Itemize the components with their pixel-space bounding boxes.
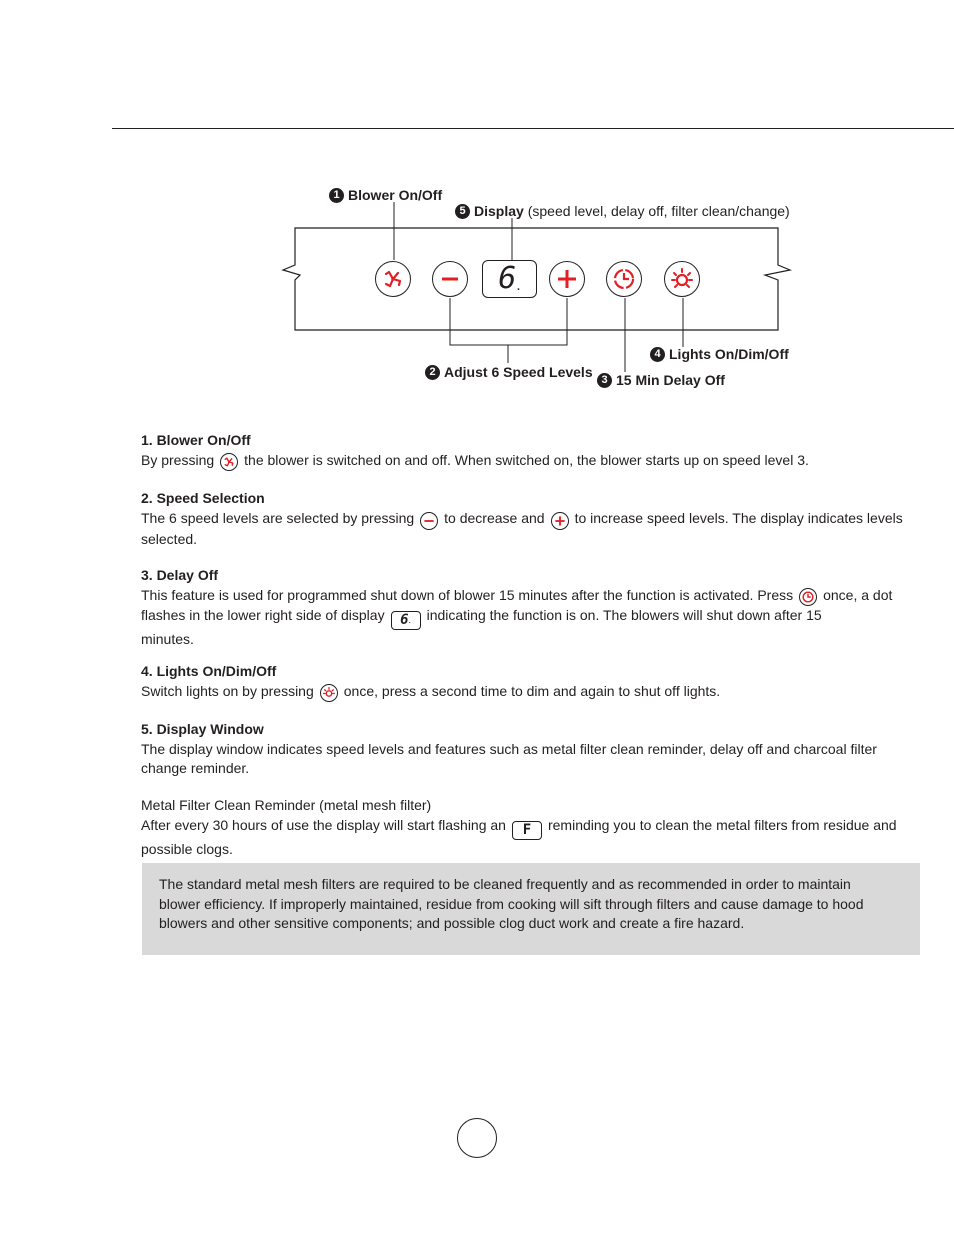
page-number-circle [457,1118,497,1158]
callout-label: 15 Min Delay Off [616,372,725,388]
light-icon [669,266,695,292]
text-after: indicating the function is on. The blowers will shut down after 15 [426,606,822,623]
clock-icon [611,266,637,292]
section-text [141,451,921,471]
callout-number: 5 [455,204,470,219]
section-text [141,509,921,550]
callout-number: 1 [329,188,344,203]
callout-blower [329,187,442,203]
text-after: the blower is switched on and off. When switched on, the blower starts up on speed level 3. [244,451,809,468]
text-before: By pressing [141,451,215,468]
note-text: The standard metal mesh filters are required to be cleaned frequently and as recommended in order to maintain blower efficiency. If improperly maintained, residue from cooking will sift through filters and cause damage to hood blowers and other sensitive components; and possible clog duct work and create a fire hazard. [159,876,864,931]
section-title: 2. Speed Selection [141,490,265,506]
control-panel-diagram [270,180,810,400]
section-delay [141,566,921,649]
text-middle: to decrease and [444,509,545,526]
callout-lights [650,346,789,362]
display-dot-icon [391,611,421,630]
section-title: 4. Lights On/Dim/Off [141,663,277,679]
speed-decrease-button[interactable] [432,261,468,297]
section-text [141,682,921,702]
minus-icon [420,512,438,530]
section-display [141,720,921,779]
warning-note [142,863,920,955]
plus-icon [551,512,569,530]
section-title: 3. Delay Off [141,567,219,583]
section-title: 5. Display Window [141,721,264,737]
blower-button[interactable] [375,261,411,297]
fan-icon [380,266,406,292]
callout-number: 2 [425,365,440,380]
callout-number: 4 [650,347,665,362]
section-blower [141,431,921,471]
text-middle: once, a dot flashes in the lower right side of display [141,586,893,623]
section-title: 1. Blower On/Off [141,432,251,448]
text-before: The 6 speed levels are selected by pressing [141,509,415,526]
callout-number: 3 [597,373,612,388]
callout-label: Display [474,203,524,219]
callout-speed [425,364,593,380]
section-filter [141,796,921,859]
section-title: Metal Filter Clean Reminder (metal mesh filter) [141,797,432,813]
text-before: This feature is used for programmed shut down of blower 15 minutes after the function is activated. Press [141,586,794,603]
text-before: Switch lights on by pressing [141,682,314,699]
callout-label: Blower On/Off [348,187,443,203]
filter-display-icon [512,821,542,840]
section-text [141,586,921,650]
display-digit: 6 [400,611,409,628]
text-last: minutes. [141,630,194,647]
speed-increase-button[interactable] [549,261,585,297]
callout-display [455,203,790,219]
section-text [141,816,921,860]
callout-label: Lights On/Dim/Off [669,346,789,362]
callout-detail: (speed level, delay off, filter clean/change) [527,203,790,219]
display-dot: . [516,277,521,294]
section-speed [141,489,921,549]
speed-display [482,260,537,298]
section-lights [141,662,921,702]
text-before: After every 30 hours of use the display will start flashing an [141,816,506,833]
text-after: reminding you to clean the metal filters from residue and possible clogs. [141,816,897,857]
header-rule [112,128,954,129]
minus-icon [437,266,463,292]
section-text: The display window indicates speed levels and features such as metal filter clean reminder, delay off and charcoal filter change reminder. [141,740,877,776]
lights-button[interactable] [664,261,700,297]
display-dot: . [408,614,412,625]
text-after: to increase speed levels. The display indicates levels selected. [141,509,903,547]
fan-icon [220,453,238,471]
callout-delay [597,372,725,388]
text-after: once, press a second time to dim and again to shut off lights. [343,682,721,699]
light-icon [320,684,338,702]
plus-icon [554,266,580,292]
clock-icon [799,588,817,606]
display-letter: F [522,821,532,838]
display-digit: 6 [498,261,517,296]
callout-label: Adjust 6 Speed Levels [444,364,593,380]
delay-off-button[interactable] [606,261,642,297]
